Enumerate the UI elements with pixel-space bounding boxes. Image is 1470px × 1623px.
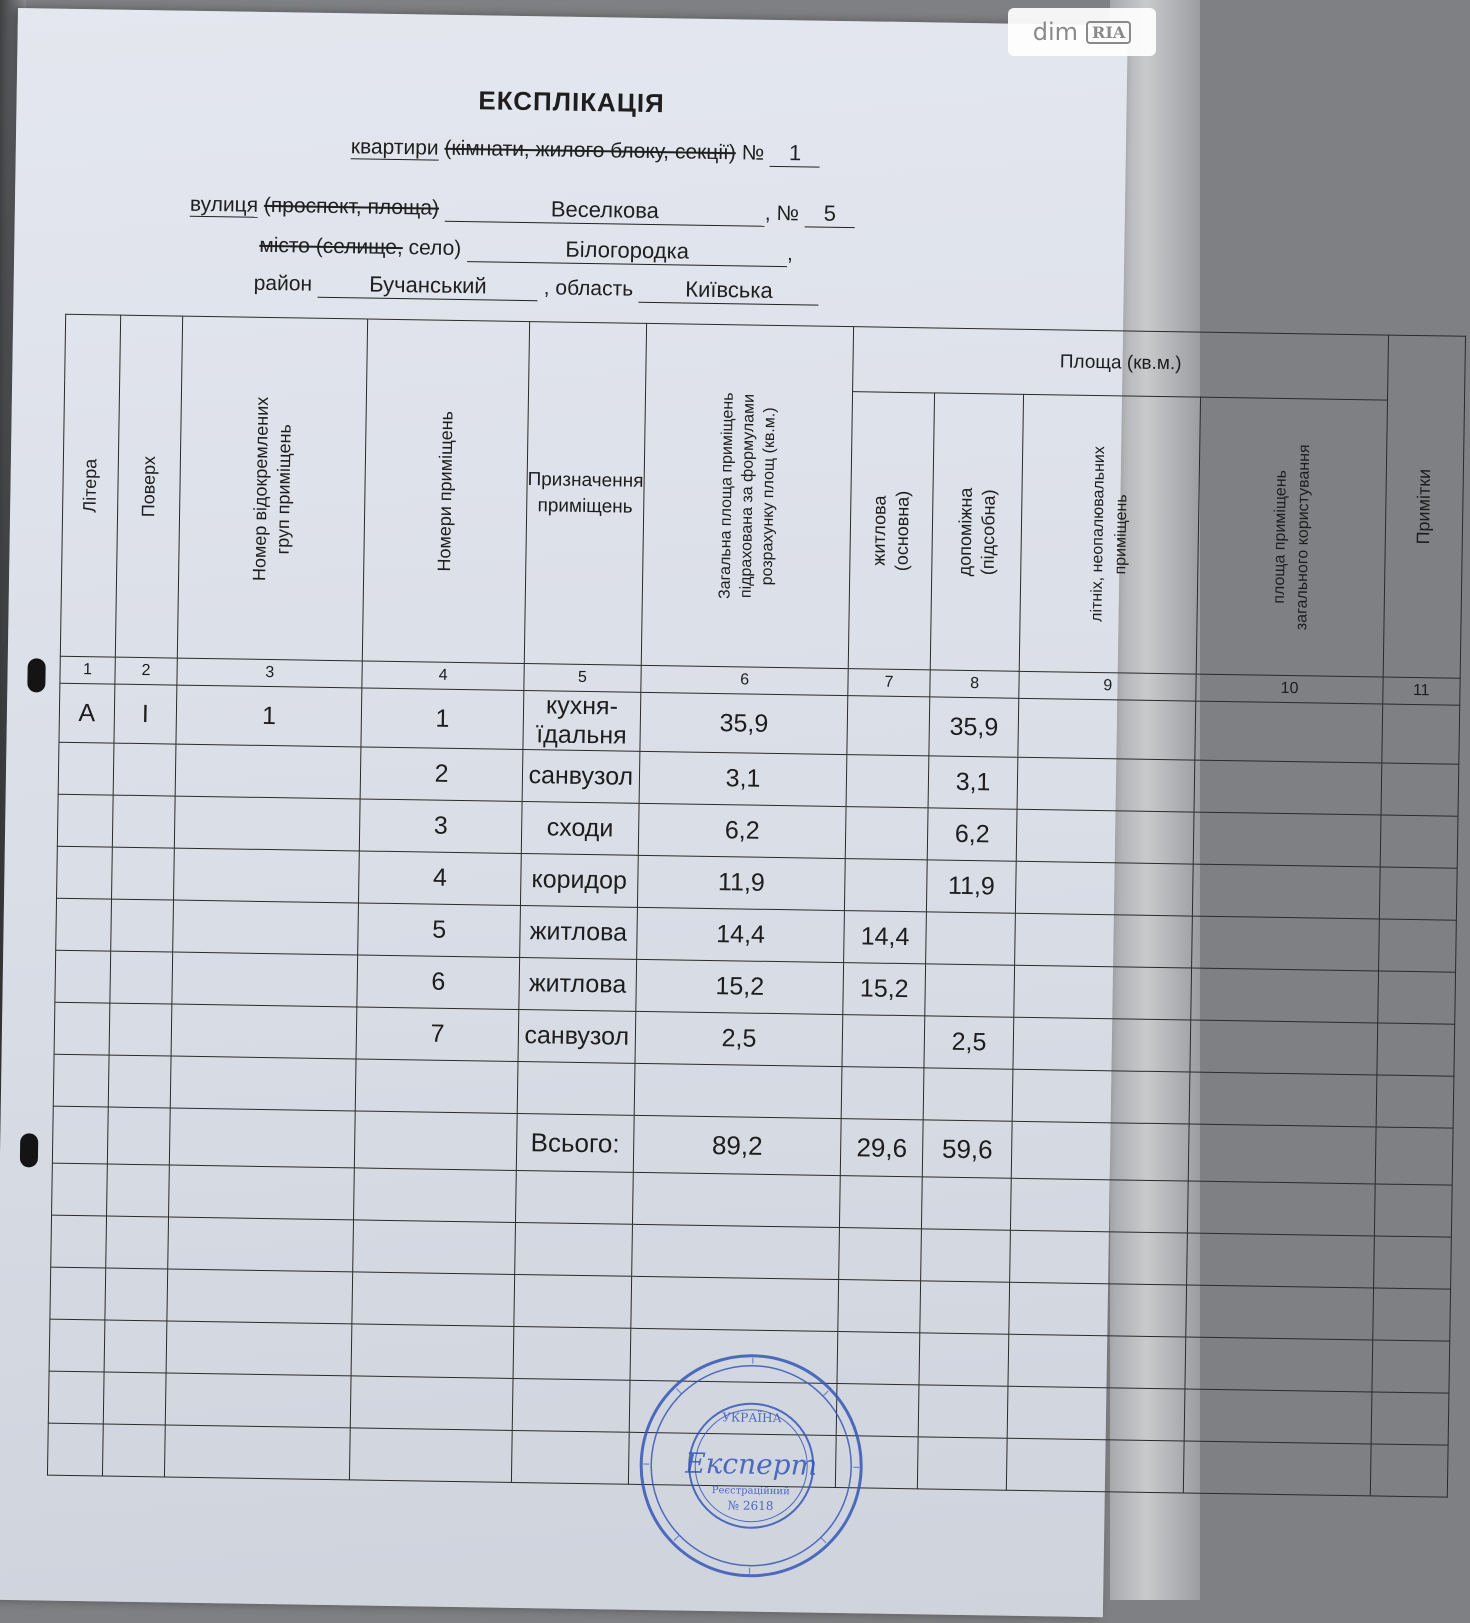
cell-total-area: 14,4 [636,907,844,962]
site-watermark [1008,8,1156,56]
cell-summer-area [1015,913,1192,968]
street-value: Веселкова [445,195,765,227]
cell-litera [54,1002,110,1055]
column-number: 4 [362,661,524,691]
binder-hole [27,658,46,692]
cell-purpose: коридор [520,854,638,908]
cell-summer-area [1014,965,1191,1020]
cell-total-area: 6,2 [638,803,846,858]
cell-litera [55,950,111,1003]
cell-purpose: кухня-їдальня [523,691,641,752]
cell-purpose: житлова [520,906,638,960]
cell-summer-area [1017,757,1194,812]
cell-floor [112,795,175,848]
cell-total-area: 2,5 [635,1011,843,1066]
header-purpose: Призначення приміщень [524,322,646,666]
cell-aux-area: 2,5 [924,1016,1014,1069]
apartment-number: 1 [770,140,820,168]
cell-summer-area [1018,698,1196,760]
stamp-country: УКРАЇНА [722,1408,782,1425]
document-title: ЕКСПЛІКАЦІЯ [16,78,1126,126]
cell-total-area: 15,2 [636,959,844,1014]
cell-aux-area: 35,9 [929,697,1020,757]
watermark-ria: RIA [1086,21,1131,44]
cell-common-area [1193,812,1381,867]
cell-group [174,796,360,851]
header-floor: Поверх [115,315,183,658]
cell-common-area [1195,701,1383,763]
totals-living-area: 29,6 [841,1119,923,1177]
cell-notes [1382,704,1459,764]
cell-common-area [1192,916,1380,971]
column-number: 5 [524,664,641,693]
number-sign: № [741,141,764,164]
cell-litera [57,794,113,847]
cell-notes [1379,919,1456,972]
cell-floor [111,847,174,900]
cell-living-area [846,755,928,808]
cell-room: 4 [359,851,521,906]
cell-summer-area [1017,809,1194,864]
district-line [253,270,819,306]
cell-common-area [1194,760,1382,815]
house-number-sign: № [776,202,799,225]
column-number: 9 [1019,671,1196,701]
region-label: , область [544,276,634,300]
district-value: Бучанський [318,271,538,301]
apartment-label: квартири [351,135,439,160]
city-label: село) [408,236,461,260]
street-line: вулиця (проспект, площа) Веселкова , № 5 [190,191,855,228]
cell-group [171,1004,357,1059]
header-living-area: житлова (основна) [849,392,935,670]
column-number: 6 [641,665,849,695]
column-number: 2 [115,657,178,685]
apartment-struck-text: (кімнати, жилого блоку, секції) [444,137,736,165]
header-room-numbers: Номери приміщень [363,319,530,663]
cell-room: 2 [360,747,522,802]
city-line: місто (селище, село) Білогородка , [259,232,793,267]
cell-living-area [842,1015,924,1068]
cell-floor [109,1003,172,1056]
cell-total-area: 11,9 [637,855,845,910]
cell-common-area [1191,968,1379,1023]
cell-litera [58,742,114,795]
totals-label: Всього: [516,1113,634,1172]
cell-total-area: 3,1 [639,751,847,806]
cell-purpose: сходи [521,802,639,856]
cell-living-area: 15,2 [843,963,925,1016]
column-number: 3 [177,658,363,688]
column-number: 7 [848,669,930,697]
cell-group [172,952,358,1007]
header-summer-area: літніх, неопалювальних приміщень [1020,394,1201,674]
cell-total-area: 35,9 [640,692,848,754]
header-area-group: Площа (кв.м.) [853,327,1389,400]
cell-room: 6 [357,955,519,1010]
apartment-line [351,133,821,167]
cell-summer-area [1016,861,1193,916]
cell-floor [110,951,173,1004]
cell-common-area [1190,1020,1378,1075]
cell-room: 7 [356,1007,518,1062]
street-label: вулиця [190,193,258,218]
cell-room: 3 [360,799,522,854]
cell-litera [56,898,112,951]
cell-living-area [846,807,928,860]
cell-notes [1378,971,1455,1024]
cell-litera: А [59,683,115,743]
totals-total-area: 89,2 [633,1115,841,1175]
cell-notes [1380,815,1457,868]
street-struck-text: (проспект, площа) [264,194,439,220]
region-value: Київська [639,276,819,306]
header-common-area: площа приміщень загального користування [1196,397,1387,677]
cell-aux-area: 3,1 [928,756,1018,809]
city-struck-text: місто (селище, [259,234,403,259]
cell-purpose: житлова [519,957,637,1011]
cell-purpose: санвузол [518,1009,636,1063]
cell-group [174,848,360,903]
column-number: 11 [1383,677,1460,705]
header-litera: Літера [60,314,120,657]
cell-litera [57,846,113,899]
official-stamp [633,1348,869,1584]
cell-floor [111,899,174,952]
cell-room: 5 [358,903,520,958]
header-notes: Примітки [1383,335,1465,678]
header-auxiliary-area: допоміжна (підсобна) [930,393,1024,671]
header-total-area: Загальна площа приміщень підрахована за формулами розрахунку площ (кв.м.) [641,323,854,668]
header-group-number: Номер відокремлених груп приміщень [177,316,368,661]
cell-group: 1 [176,685,362,747]
cell-aux-area [925,912,1015,965]
cell-room: 1 [361,688,524,750]
cell-aux-area: 11,9 [926,860,1016,913]
cell-floor: І [114,684,177,744]
cell-common-area [1193,864,1381,919]
totals-aux-area: 59,6 [922,1120,1013,1178]
document-sheet [0,8,1128,1617]
column-number: 1 [60,656,115,684]
explication-table [47,314,1466,1498]
cell-summer-area [1013,1017,1190,1072]
cell-aux-area: 6,2 [927,808,1017,861]
cell-notes [1377,1023,1454,1076]
cell-purpose: санвузол [522,750,640,804]
cell-living-area [847,696,929,756]
cell-notes [1379,867,1456,920]
house-number: 5 [805,200,855,228]
cell-aux-area [925,964,1015,1017]
binder-hole [20,1133,39,1167]
watermark-dim: dim [1033,18,1078,46]
cell-floor [113,743,176,796]
stamp-center-text: Експерт [684,1447,817,1482]
column-number: 8 [930,670,1020,698]
city-value: Білогородка [467,235,787,267]
stamp-reg-number: № 2618 [728,1498,774,1513]
column-number: 10 [1196,674,1383,704]
cell-group [175,744,361,799]
district-label: район [254,272,313,296]
cell-group [173,900,359,955]
cell-living-area: 14,4 [844,911,926,964]
cell-notes [1381,763,1458,816]
stamp-reg-label: Реєстраційний [712,1485,791,1497]
cell-living-area [845,859,927,912]
